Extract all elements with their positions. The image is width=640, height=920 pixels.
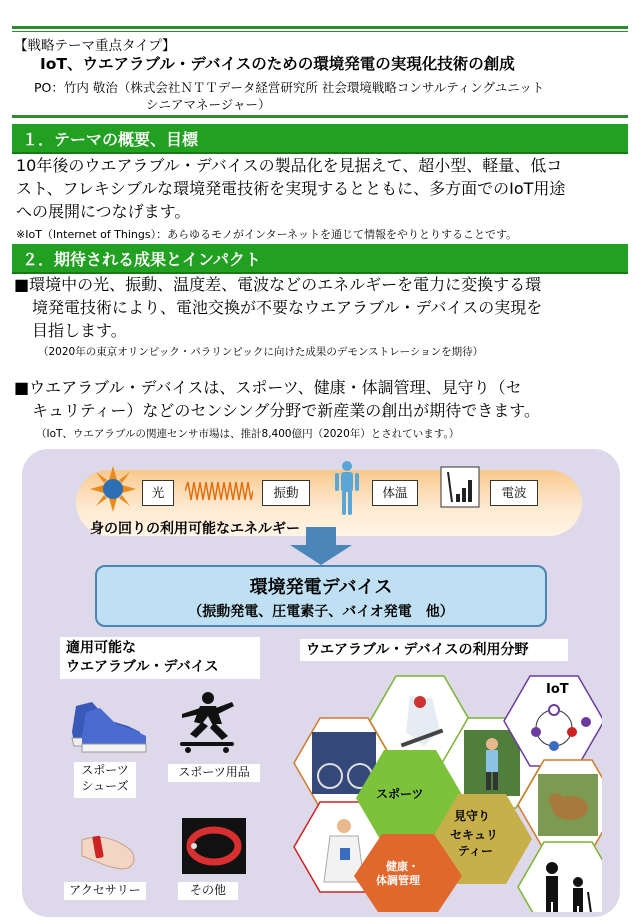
- device-title: 環境発電デバイス: [249, 577, 393, 598]
- field-health-line-1: 健康・: [386, 860, 419, 873]
- left-title-line-2: ウエアラブル・デバイス: [66, 659, 219, 675]
- section-2-heading: [12, 244, 628, 274]
- item-sports-shoes-line-2: シューズ: [81, 779, 129, 793]
- top-rule-thin: [12, 31, 628, 32]
- header-rule: [12, 115, 628, 118]
- iot-note: ※IoT（Internet of Things）：あらゆるモノがインターネットを通じて情報をやりとりすることです。: [16, 228, 518, 241]
- s2-b2-line-2: キュリティー）などのセンシング分野で新産業の創出が期待できます。: [32, 401, 541, 420]
- s2-b2-line-1: ■ウエアラブル・デバイスは、スポーツ、健康・体調管理、見守り（セ: [14, 378, 522, 397]
- field-health-line-2: 体調管理: [376, 874, 420, 887]
- field-watch-line-1: 見守り: [454, 809, 491, 823]
- usage-fields-title: ウエアラブル・デバイスの利用分野: [300, 639, 568, 661]
- s2-b1-line-2: 境発電技術により、電池交換が不要なウエアラブル・デバイスの実現を: [32, 298, 543, 317]
- usage-fields-hexagons: [290, 672, 602, 912]
- left-title-line-1: 適用可能な: [66, 640, 136, 656]
- s1-line-3: への展開につなげます。: [16, 202, 191, 221]
- s2-b1-line-3: 目指します。: [32, 321, 127, 340]
- energy-caption: 身の回りの利用可能なエネルギー: [90, 521, 300, 537]
- wristband-icon: [80, 820, 140, 874]
- s1-line-1: 10年後のウエアラブル・デバイスの製品化を見据えて、超小型、軽量、低コ: [16, 156, 563, 175]
- device-subtitle: （振動発電、圧電素子、バイオ発電 他）: [188, 604, 454, 620]
- item-sports-shoes: [74, 762, 136, 798]
- energy-vibration-label: 振動: [262, 480, 310, 506]
- field-security-line-1: セキュリ: [450, 828, 499, 842]
- antenna-icon: [440, 466, 480, 508]
- sneakers-icon: [68, 692, 150, 754]
- vibration-icon: [185, 480, 253, 502]
- s1-line-2: スト、フレキシブルな環境発電技術を実現するとともに、多方面でのIoT用途: [16, 179, 566, 198]
- energy-harvesting-device-box: [95, 565, 547, 627]
- item-sports-shoes-line-1: スポーツ: [81, 763, 129, 777]
- energy-radio-label: 電波: [490, 480, 538, 506]
- s2-b1-line-1: ■環境中の光、振動、温度差、電波などのエネルギーを電力に変換する環: [14, 275, 542, 294]
- human-body-icon: [332, 460, 362, 516]
- energy-heat-label: 体温: [372, 480, 418, 506]
- s2-b1-note: （2020年の東京オリンピック・パラリンピックに向けた成果のデモンストレーションを期待）: [38, 346, 484, 358]
- item-sports-goods: スポーツ用品: [168, 764, 260, 782]
- sun-icon: [88, 464, 138, 514]
- collar-icon: [182, 818, 246, 874]
- field-iot: IoT: [546, 682, 569, 697]
- item-accessory: アクセサリー: [64, 882, 146, 900]
- po-line-1: PO：竹内 敬治（株式会社ＮＴＴデータ経営研究所 社会環境戦略コンサルティングユニット: [34, 80, 545, 95]
- po-line-2: シニアマネージャー）: [146, 97, 271, 112]
- section-2-heading-text: ２．期待される成果とインパクト: [22, 250, 261, 269]
- category-label: 【戦略テーマ重点タイプ】: [14, 38, 176, 54]
- skateboarder-icon: [172, 690, 242, 756]
- energy-light-label: 光: [142, 480, 174, 506]
- page-title: IoT、ウエアラブル・デバイスのための環境発電の実現化技術の創成: [40, 55, 515, 73]
- top-rule: [12, 26, 628, 29]
- item-other: その他: [178, 882, 238, 900]
- section-1-heading-text: １．テーマの概要、目標: [22, 130, 199, 149]
- s2-b2-note: （IoT、ウエアラブルの関連センサ市場は、推計8,400億円（2020年）とされています。）: [36, 428, 460, 440]
- hex-elderly-watching: [518, 842, 602, 912]
- field-sports: スポーツ: [376, 787, 424, 801]
- field-security-line-2: ティー: [458, 844, 494, 858]
- section-1-heading: [12, 124, 628, 154]
- applicable-devices-title: [60, 637, 260, 679]
- down-arrow-icon: [286, 527, 356, 565]
